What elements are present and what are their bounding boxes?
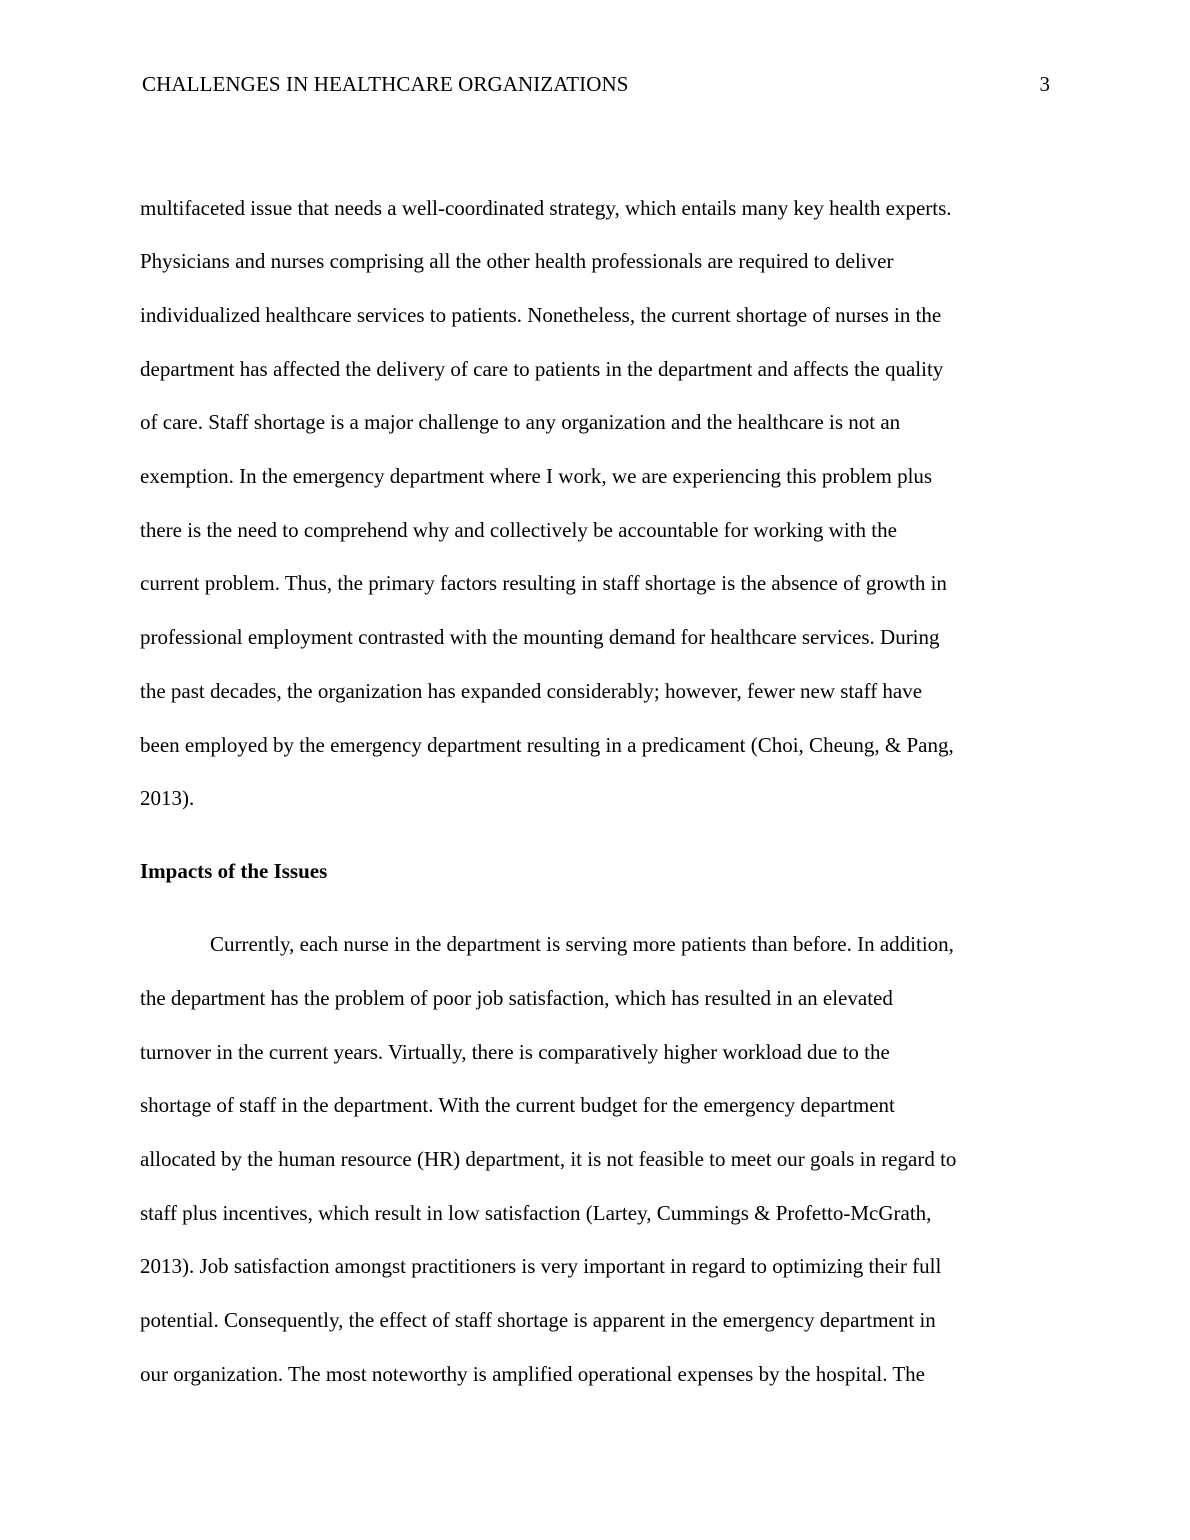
paragraph-1-line-12: 2013). — [140, 786, 195, 810]
paragraph-1-line-10: the past decades, the organization has expanded considerably; however, fewer new staff have — [140, 679, 923, 703]
paragraph-1-line-5: of care. Staff shortage is a major challenge to any organization and the healthcare is not an — [140, 410, 901, 434]
paragraph-1-line-3: individualized healthcare services to patients. Nonetheless, the current shortage of nurses in the — [140, 303, 942, 327]
paragraph-1-line-9: professional employment contrasted with the mounting demand for healthcare services. During — [140, 625, 940, 649]
paragraph-1-line-8: current problem. Thus, the primary factors resulting in staff shortage is the absence of growth in — [140, 571, 947, 595]
paragraph-2-line-9: our organization. The most noteworthy is amplified operational expenses by the hospital. The — [140, 1362, 925, 1386]
paragraph-2-line-3: turnover in the current years. Virtually, there is comparatively higher workload due to the — [140, 1040, 890, 1064]
paragraph-2-line-6: staff plus incentives, which result in low satisfaction (Lartey, Cummings & Profetto-McGrath, — [140, 1201, 932, 1225]
paragraph-2-line-8: potential. Consequently, the effect of staff shortage is apparent in the emergency department in — [140, 1308, 936, 1332]
paragraph-2-line-4: shortage of staff in the department. With the current budget for the emergency department — [140, 1093, 895, 1117]
paragraph-2-line-7: 2013). Job satisfaction amongst practitioners is very important in regard to optimizing their full — [140, 1254, 942, 1278]
paragraph-1-line-6: exemption. In the emergency department where I work, we are experiencing this problem plus — [140, 464, 933, 488]
paragraph-2-line-2: the department has the problem of poor job satisfaction, which has resulted in an elevated — [140, 986, 893, 1010]
paragraph-1-line-7: there is the need to comprehend why and collectively be accountable for working with the — [140, 518, 897, 542]
section-heading: Impacts of the Issues — [140, 859, 328, 883]
running-head: CHALLENGES IN HEALTHCARE ORGANIZATIONS — [142, 72, 629, 96]
paragraph-2-line-5: allocated by the human resource (HR) department, it is not feasible to meet our goals in regard to — [140, 1147, 957, 1171]
paragraph-1-line-1: multifaceted issue that needs a well-coordinated strategy, which entails many key health experts. — [140, 196, 952, 220]
paragraph-1-line-11: been employed by the emergency department resulting in a predicament (Choi, Cheung, & Pang, — [140, 733, 954, 757]
paragraph-1-line-2: Physicians and nurses comprising all the other health professionals are required to deliver — [140, 249, 894, 273]
page-number: 3 — [1039, 72, 1050, 96]
paragraph-1-line-4: department has affected the delivery of care to patients in the department and affects the quality — [140, 357, 944, 381]
paragraph-2-line-1: Currently, each nurse in the department is serving more patients than before. In addition, — [210, 932, 954, 956]
